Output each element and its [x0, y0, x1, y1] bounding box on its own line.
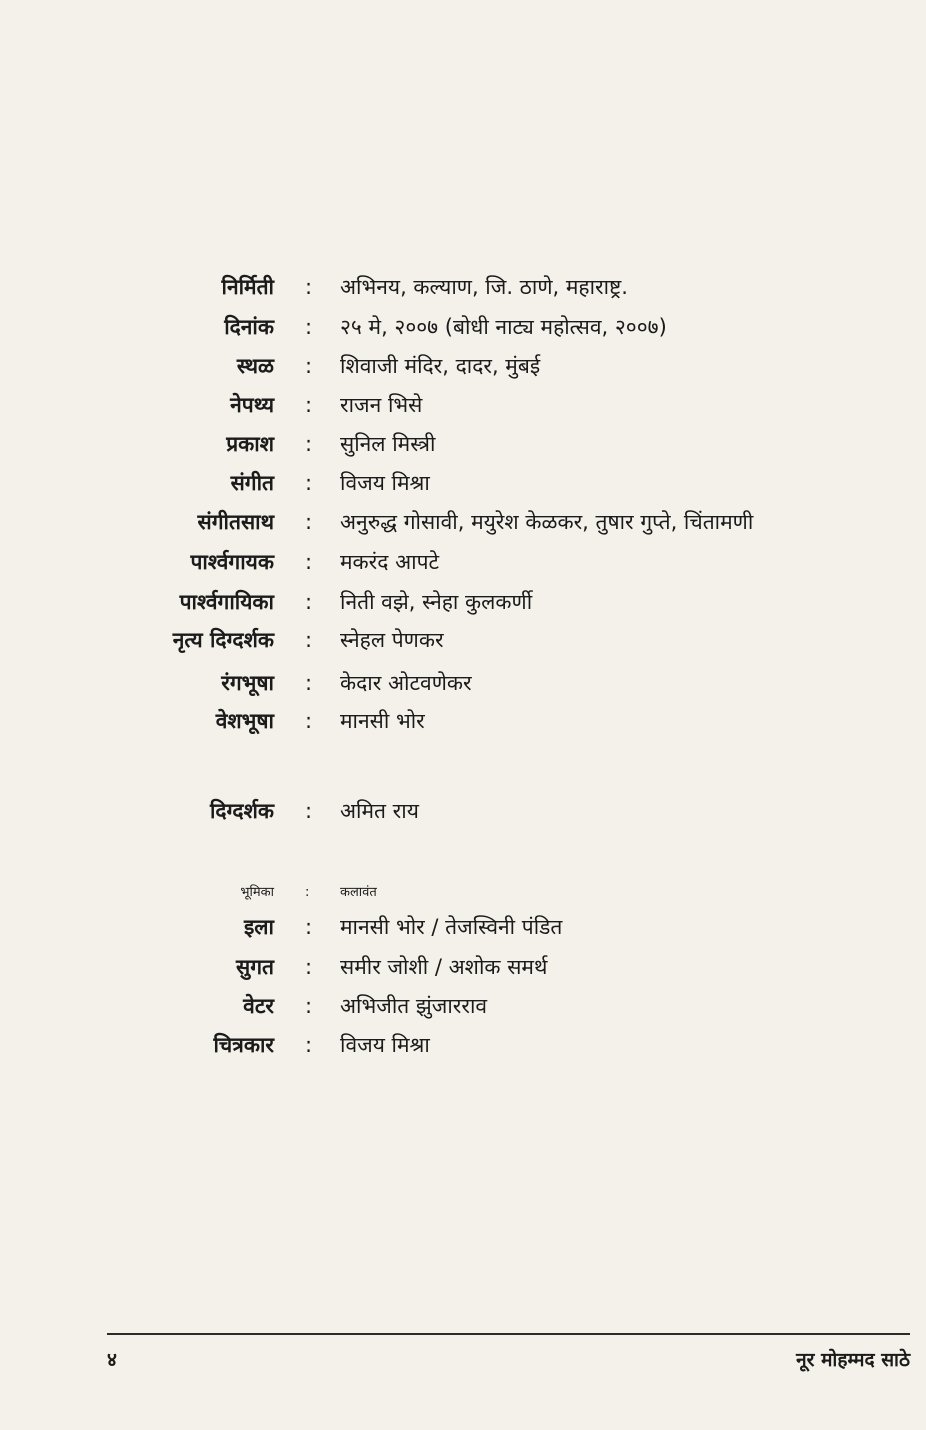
credit-value: शिवाजी मंदिर, दादर, मुंबई: [340, 354, 541, 378]
footer-rule: [107, 1333, 910, 1335]
credit-row: [0, 587, 926, 627]
credit-row: [0, 468, 926, 508]
credit-label: नेपथ्य: [230, 393, 274, 417]
credit-separator: :: [305, 915, 313, 939]
credit-value: निती वझे, स्नेहा कुलकर्णी: [340, 590, 533, 614]
cast-row: [0, 991, 926, 1031]
credit-separator: :: [305, 1033, 313, 1057]
credit-row: [0, 668, 926, 708]
credit-row: [0, 507, 926, 547]
credit-label: रंगभूषा: [221, 671, 274, 695]
credit-label: दिनांक: [224, 315, 274, 339]
credit-separator: :: [305, 393, 313, 417]
credit-row: [0, 390, 926, 430]
actor-column-heading: कलावंत: [340, 885, 377, 900]
credit-separator: :: [305, 354, 313, 378]
credit-label: स्थळ: [236, 354, 274, 378]
credit-row: [0, 272, 926, 312]
credit-separator: :: [305, 432, 313, 456]
credit-row: [0, 429, 926, 469]
page-number: ४: [107, 1349, 117, 1371]
role-name: चित्रकार: [213, 1033, 274, 1057]
credit-label: संगीतसाथ: [197, 510, 274, 534]
credit-value: विजय मिश्रा: [340, 471, 430, 495]
running-title: नूर मोहम्मद साठे: [796, 1349, 910, 1371]
credit-row: [0, 312, 926, 352]
credit-label: पार्श्वगायिका: [179, 590, 274, 614]
credit-separator: :: [305, 628, 313, 652]
credit-label: निर्मिती: [221, 275, 274, 299]
credit-row: [0, 547, 926, 587]
credit-separator: :: [305, 994, 313, 1018]
credit-value: मानसी भोर: [340, 709, 425, 733]
credit-value: राजन भिसे: [340, 393, 423, 417]
director-label: दिग्दर्शक: [209, 799, 274, 823]
credit-row: [0, 351, 926, 391]
credit-separator: :: [305, 885, 310, 900]
role-name: सुगत: [236, 955, 274, 979]
actor-name: विजय मिश्रा: [340, 1033, 430, 1057]
role-name: इला: [244, 915, 274, 939]
credit-separator: :: [305, 315, 313, 339]
credit-label: संगीत: [230, 471, 274, 495]
actor-name: अभिजीत झुंजारराव: [340, 994, 488, 1018]
credit-separator: :: [305, 709, 313, 733]
credit-value: अभिनय, कल्याण, जि. ठाणे, महाराष्ट्र.: [340, 275, 628, 299]
credit-label: नृत्य दिग्दर्शक: [172, 628, 274, 652]
credit-value: अनुरुद्ध गोसावी, मयुरेश केळकर, तुषार गुप्ते, चिंतामणी: [340, 510, 754, 534]
credit-value: २५ मे, २००७ (बोधी नाट्य महोत्सव, २००७): [340, 315, 667, 339]
role-name: वेटर: [243, 994, 274, 1018]
credit-label: वेशभूषा: [215, 709, 274, 733]
credit-label: प्रकाश: [226, 432, 274, 456]
cast-row: [0, 1030, 926, 1070]
credit-value: सुनिल मिस्त्री: [340, 432, 436, 456]
director-row: [0, 796, 926, 836]
credit-value: स्नेहल पेणकर: [340, 628, 444, 652]
credit-separator: :: [305, 955, 313, 979]
director-value: अमित राय: [340, 799, 419, 823]
cast-row: [0, 912, 926, 952]
credit-separator: :: [305, 799, 313, 823]
actor-name: समीर जोशी / अशोक समर्थ: [340, 955, 548, 979]
credit-value: मकरंद आपटे: [340, 550, 440, 574]
credit-separator: :: [305, 510, 313, 534]
credit-row: [0, 706, 926, 746]
credit-value: केदार ओटवणेकर: [340, 671, 472, 695]
cast-row: [0, 952, 926, 992]
credit-separator: :: [305, 471, 313, 495]
credit-label: पार्श्वगायक: [190, 550, 274, 574]
credit-separator: :: [305, 275, 313, 299]
actor-name: मानसी भोर / तेजस्विनी पंडित: [340, 915, 563, 939]
role-column-heading: भूमिका: [240, 885, 274, 900]
credit-separator: :: [305, 590, 313, 614]
credit-separator: :: [305, 671, 313, 695]
credit-row: [0, 625, 926, 665]
credit-separator: :: [305, 550, 313, 574]
